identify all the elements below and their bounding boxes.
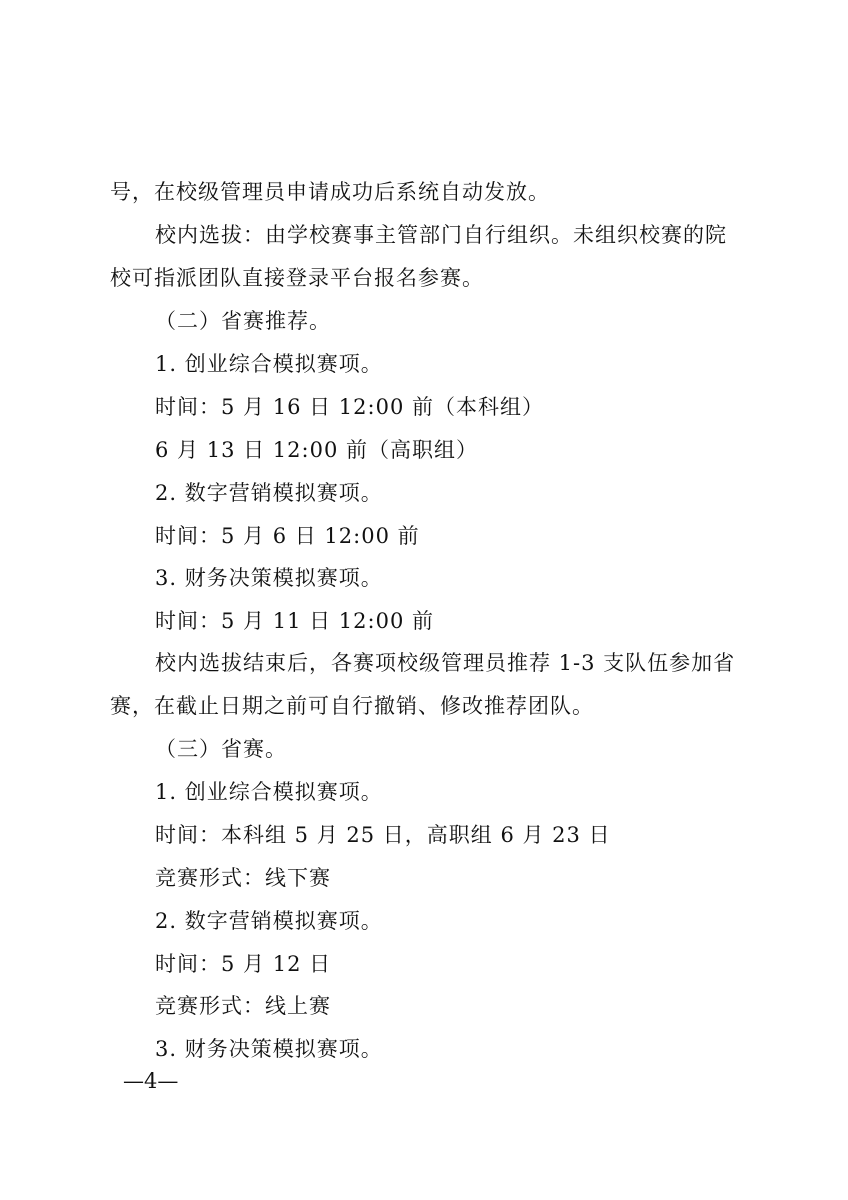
section-heading: （三）省赛。 bbox=[155, 737, 287, 761]
text-line: 2. 数字营销模拟赛项。 bbox=[155, 481, 383, 505]
text-line: 时间：5 月 11 日 12:00 前 bbox=[155, 609, 434, 633]
text-line: 时间：5 月 16 日 12:00 前（本科组） bbox=[155, 395, 544, 419]
text-line: 1. 创业综合模拟赛项。 bbox=[155, 780, 383, 804]
text-line: 号，在校级管理员申请成功后系统自动发放。 bbox=[110, 180, 550, 204]
text-line: 1. 创业综合模拟赛项。 bbox=[155, 352, 383, 376]
text-line: 赛，在截止日期之前可自行撤销、修改推荐团队。 bbox=[110, 694, 594, 718]
text-line: 3. 财务决策模拟赛项。 bbox=[155, 1037, 383, 1061]
text-line: 时间：5 月 6 日 12:00 前 bbox=[155, 524, 420, 548]
page-number: —4— bbox=[123, 1069, 179, 1093]
text-line: 竞赛形式：线下赛 bbox=[155, 866, 331, 890]
section-heading: （二）省赛推荐。 bbox=[155, 309, 331, 333]
text-line: 2. 数字营销模拟赛项。 bbox=[155, 909, 383, 933]
text-line: 时间：本科组 5 月 25 日，高职组 6 月 23 日 bbox=[155, 823, 611, 847]
text-line: 校可指派团队直接登录平台报名参赛。 bbox=[110, 266, 484, 290]
text-line: 6 月 13 日 12:00 前（高职组） bbox=[155, 438, 478, 462]
text-line: 竞赛形式：线上赛 bbox=[155, 994, 331, 1018]
text-line: 校内选拔：由学校赛事主管部门自行组织。未组织校赛的院 bbox=[155, 223, 727, 247]
text-line: 校内选拔结束后，各赛项校级管理员推荐 1-3 支队伍参加省 bbox=[155, 651, 736, 675]
text-line: 3. 财务决策模拟赛项。 bbox=[155, 566, 383, 590]
text-line: 时间：5 月 12 日 bbox=[155, 952, 332, 976]
